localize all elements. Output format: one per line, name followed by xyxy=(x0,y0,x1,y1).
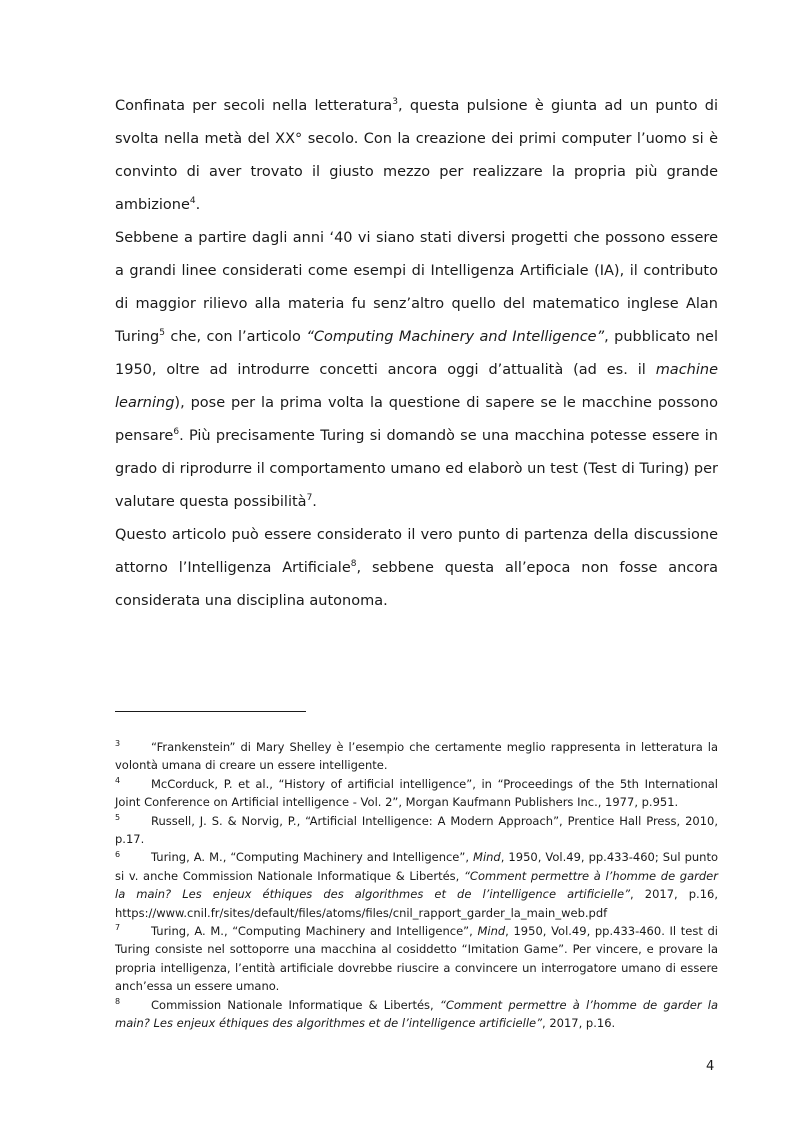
text-run: che, con l’articolo xyxy=(164,329,307,345)
text-run: , questa pulsione è giunta ad un punto di svolta nella metà del XX° secolo. Con la creazione dei primi computer l’uomo si è convinto di aver trovato il giusto mezzo per realizzare la propria più grande ambizione xyxy=(115,98,719,213)
text-run: Questo articolo può essere considerato il vero punto di partenza della discussione attorno l’Intelligenza Artificiale xyxy=(115,527,718,576)
italic-text: Mind xyxy=(473,850,501,865)
footnote: 8 Commission Nationale Informatique & Libertés, “Comment permettre à l’homme de garder la main? Les enjeux éthiques des algorithmes et de l’intelligence artificielle”, 2017, p.16. xyxy=(115,996,718,1031)
text-run: , pubblicato nel 1950, oltre ad introdurre concetti ancora oggi d’attualità (ad es. il xyxy=(115,329,718,378)
text-run: , sebbene questa all’epoca non fosse ancora considerata una disciplina autonoma. xyxy=(115,560,718,609)
page-number: 4 xyxy=(706,1059,715,1074)
body-text xyxy=(115,90,718,618)
text-run: , 2017, p.16, https://www.cnil.fr/sites/default/files/atoms/files/cnil_rapport_garder_la_main_web.pdf xyxy=(115,887,718,920)
footnote-separator xyxy=(115,711,306,712)
footnote: 5 Russell, J. S. & Norvig, P., “Artificial Intelligence: A Modern Approach”, Prentice Hall Press, 2010, p.17. xyxy=(115,812,718,847)
text-run: ), pose per la prima volta la questione di sapere se le macchine possono pensare xyxy=(115,395,718,444)
text-run: Russell, J. S. & Norvig, P., “Artificial Intelligence: A Modern Approach”, Prentice Hall Press, 2010, p.17. xyxy=(115,813,718,847)
text-run: , 2017, p.16. xyxy=(542,1016,616,1031)
footnote-ref: 6 xyxy=(173,427,180,438)
footnote-ref: 4 xyxy=(189,196,196,207)
footnote-ref: 8 xyxy=(350,559,357,570)
footnote: 6 Turing, A. M., “Computing Machinery and Intelligence”, Mind, 1950, Vol.49, pp.433-460; Sul punto si v. anche Commission Nationale Informatique & Libertés, “Comment permettre à l’homme de garder la main? Les enjeux éthiques des algorithmes et de l’intelligence artificielle”, 2017, p.16, https://www.cnil.fr/sites/default/files/atoms/files/cnil_rapport_garder_la_main_web.pdf xyxy=(115,849,719,920)
footnote-ref: 3 xyxy=(392,97,399,108)
text-run: Turing, A. M., “Computing Machinery and Intelligence”, xyxy=(151,924,478,939)
text-run: , 1950, Vol.49, pp.433-460; Sul punto si v. anche Commission Nationale Informatique & Libertés, xyxy=(115,850,719,883)
italic-text: Mind xyxy=(477,924,506,939)
footnote: 4 McCorduck, P. et al., “History of artificial intelligence”, in “Proceedings of the 5th International Joint Conference on Artificial intelligence - Vol. 2”, Morgan Kaufmann Publishers Inc., 1977, p.951. xyxy=(115,775,718,810)
text-run: . xyxy=(312,494,317,510)
footnotes xyxy=(115,738,718,1033)
footnote-ref: 5 xyxy=(159,328,165,339)
text-run: , 1950, Vol.49, pp.433-460. Il test di Turing consiste nel sottoporre una macchina al cosiddetto “Imitation Game”. Per vincere, e provare la propria intelligenza, l’entità artificiale dovrebbe riuscire a convincere un interrogatore umano di essere anch’essa un essere umano. xyxy=(115,924,718,994)
footnote-ref: 7 xyxy=(306,493,313,504)
text-run: . Più precisamente Turing si domandò se una macchina potesse essere in grado di riprodurre il comportamento umano ed elaborò un test (Test di Turing) per valutare questa possibilità xyxy=(115,428,718,510)
text-run: McCorduck, P. et al., “History of artificial intelligence”, in “Proceedings of the 5th International Joint Conference on Artificial intelligence - Vol. 2”, Morgan Kaufmann Publishers Inc., 1977, p.951. xyxy=(115,776,718,810)
text-run: Sebbene a partire dagli anni ‘40 vi siano stati diversi progetti che possono essere a grandi linee considerati come esempi di Intelligenza Artificiale (IA), il contributo di maggior rilievo alla materia fu senz’altro quello del matematico inglese Alan Turing xyxy=(115,230,718,345)
footnote: 7 Turing, A. M., “Computing Machinery and Intelligence”, Mind, 1950, Vol.49, pp.433-460. Il test di Turing consiste nel sottoporre una macchina al cosiddetto “Imitation Game”. Per vincere, e provare la propria intelligenza, l’entità artificiale dovrebbe riuscire a convincere un interrogatore umano di essere anch’essa un essere umano. xyxy=(115,923,718,994)
italic-text: “Comment permettre à l’homme de garder la main? Les enjeux éthiques des algorithmes et de l’intelligence artificielle” xyxy=(115,997,718,1031)
footnote: 3 “Frankenstein” di Mary Shelley è l’esempio che certamente meglio rappresenta in letteratura la volontà umana di creare un essere intelligente. xyxy=(115,739,718,773)
text-run: Commission Nationale Informatique & Libertés, xyxy=(151,997,440,1012)
text-run: “Frankenstein” di Mary Shelley è l’esempio che certamente meglio rappresenta in letteratura la volontà umana di creare un essere intelligente. xyxy=(115,740,718,773)
italic-text: “Comment permettre à l’homme de garder la main? Les enjeux éthiques des algorithmes et de l’intelligence artificielle” xyxy=(115,868,718,902)
text-run: Turing, A. M., “Computing Machinery and Intelligence”, xyxy=(151,850,474,865)
paragraph xyxy=(115,222,718,519)
paragraph xyxy=(115,90,718,222)
italic-text: “Computing Machinery and Intelligence” xyxy=(306,329,605,345)
italic-text: machine learning xyxy=(115,362,718,411)
text-run: . xyxy=(195,197,201,213)
text-run: Confinata per secoli nella letteratura xyxy=(115,98,393,114)
paragraph xyxy=(115,519,718,618)
